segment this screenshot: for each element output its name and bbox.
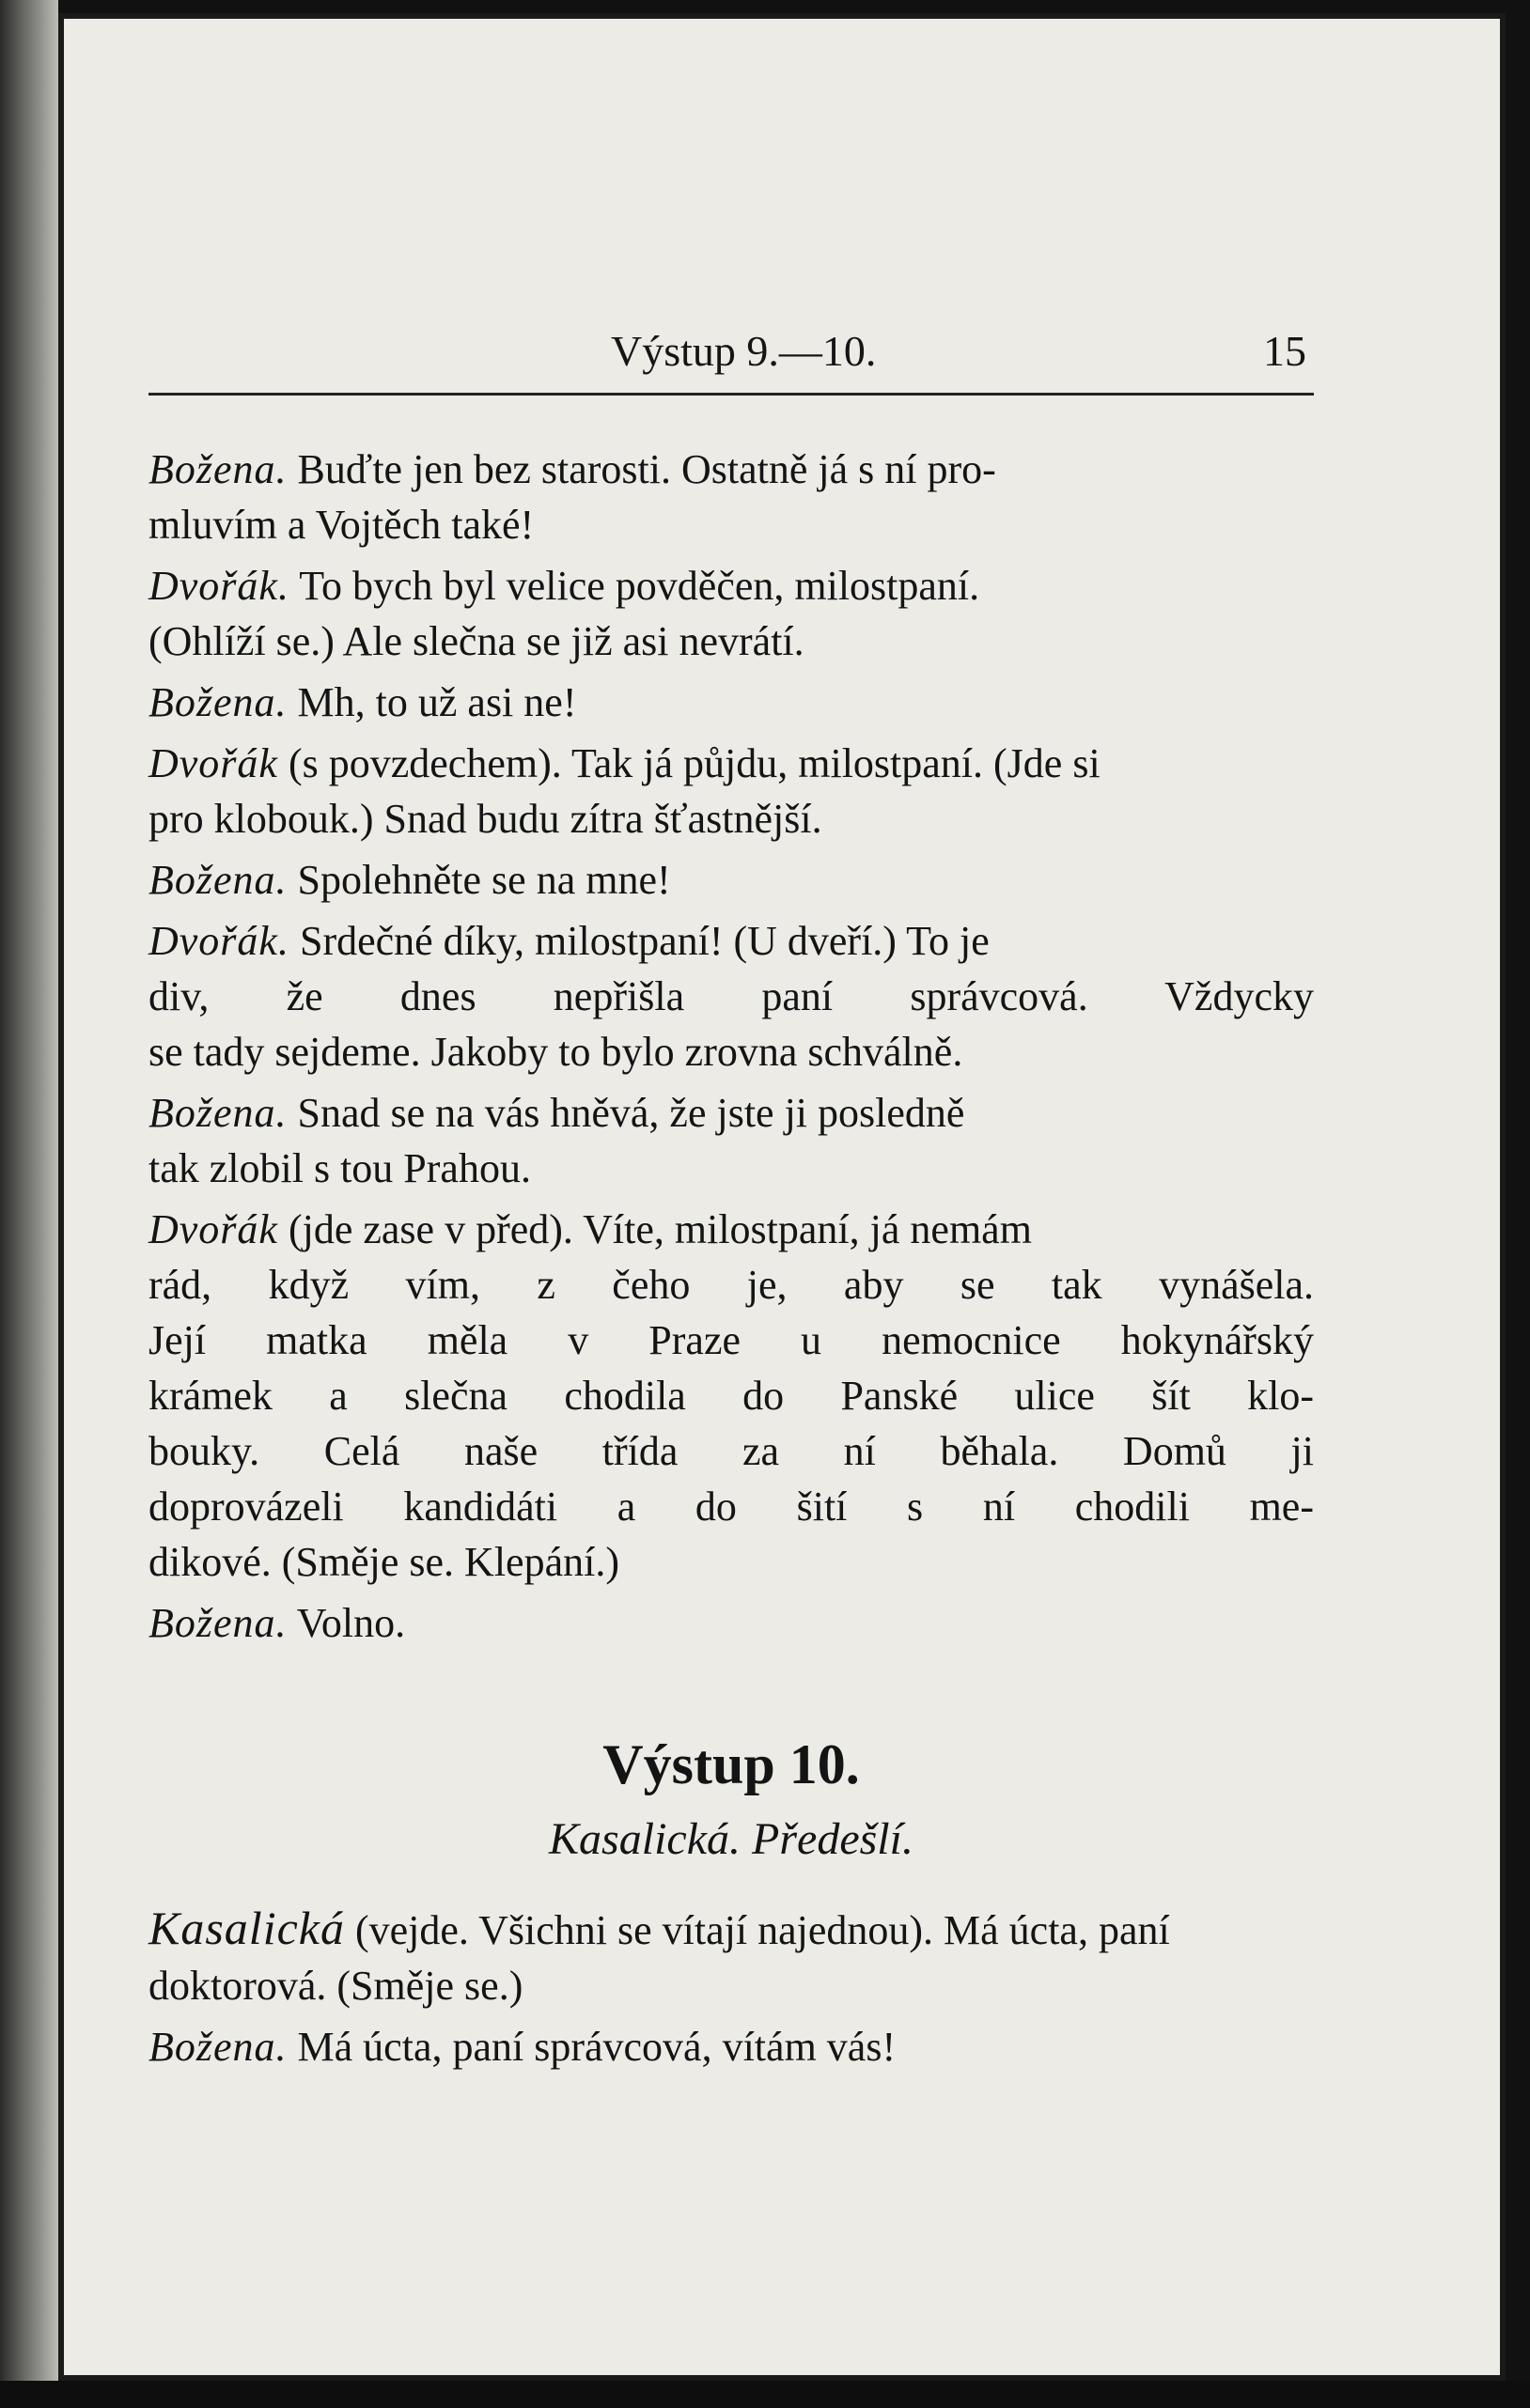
scan-bottom-edge [0,2381,1530,2408]
scene-characters: Kasalická. Předešlí. [549,1814,913,1864]
speech-line: (Ohlíží se.) Ale slečna se již asi nevrátí. [148,618,804,664]
speaker-name: Dvořák [148,1206,278,1252]
speech-line: (vejde. Všichni se vítají najednou). Má úcta, paní [354,1907,1170,1953]
speech-line: (jde zase v před). Víte, milostpaní, já nemám [288,1206,1032,1252]
speaker-name: Božena. [148,446,288,492]
running-head-title: Výstup 9.—10. [611,327,877,375]
speech [148,1202,1314,1590]
speaker-name: Dvořák [148,740,278,786]
speech [148,852,1314,908]
speech-line: Buďte jen bez starosti. Ostatně já s ní pro- [297,446,996,492]
speech-line: dikové. (Směje se. Klepání.) [148,1539,619,1585]
speech-line: bouky. Celá naše třída za ní běhala. Domů ji [148,1428,1314,1474]
speech [148,736,1314,847]
speaker-name: Božena. [148,679,288,725]
page-content [148,442,1314,2080]
scene-heading: Výstup 10. [602,1733,860,1795]
speaker-name: Kasalická [148,1902,345,1954]
speech-line: Srdečné díky, milostpaní! (U dveří.) To je [299,918,990,964]
speech [148,1085,1314,1196]
speech-line: Volno. [296,1600,406,1646]
speech-line: div, že dnes nepřišla paní správcová. Vždycky [148,973,1314,1019]
speaker-name: Božena. [148,1090,288,1136]
speaker-name: Božena. [148,857,288,903]
speech-line: doprovázeli kandidáti a do šití s ní chodili me- [148,1484,1314,1530]
speaker-name: Dvořák. [148,563,289,609]
speech-line: krámek a slečna chodila do Panské ulice šít klo- [148,1373,1314,1419]
scan-edge [0,0,58,2408]
speech [148,442,1314,552]
speech-line: (s povzdechem). Tak já půjdu, milostpaní. (Jde si [288,740,1101,786]
speaker-name: Božena. [148,1600,288,1646]
speech-line: mluvím a Vojtěch také! [148,502,535,548]
speech [148,675,1314,730]
speech-line: Její matka měla v Praze u nemocnice hokynářský [148,1317,1314,1363]
speech-line: tak zlobil s tou Prahou. [148,1145,531,1191]
speaker-name: Dvořák. [148,918,289,964]
speech-line: Snad se na vás hněvá, že jste ji posledně [297,1090,965,1136]
speech [148,2019,1314,2074]
speech-line: Mh, to už asi ne! [297,679,577,725]
speech [148,913,1314,1080]
page-number: 15 [1263,327,1306,375]
speaker-name: Božena. [148,2024,288,2070]
speech [148,1595,1314,1651]
speech [148,1901,1314,2013]
speech-line: pro klobouk.) Snad budu zítra šťastnější. [148,796,822,842]
speech-line: se tady sejdeme. Jakoby to bylo zrovna schválně. [148,1029,963,1075]
speech-line: rád, když vím, z čeho je, aby se tak vynášela. [148,1262,1314,1308]
speech [148,558,1314,669]
speech-line: doktorová. (Směje se.) [148,1963,523,2009]
speech-line: Spolehněte se na mne! [297,857,671,903]
speech-line: Má úcta, paní správcová, vítám vás! [297,2024,897,2070]
speech-line: To bych byl velice povděčen, milostpaní. [299,563,980,609]
header-rule [148,393,1314,396]
